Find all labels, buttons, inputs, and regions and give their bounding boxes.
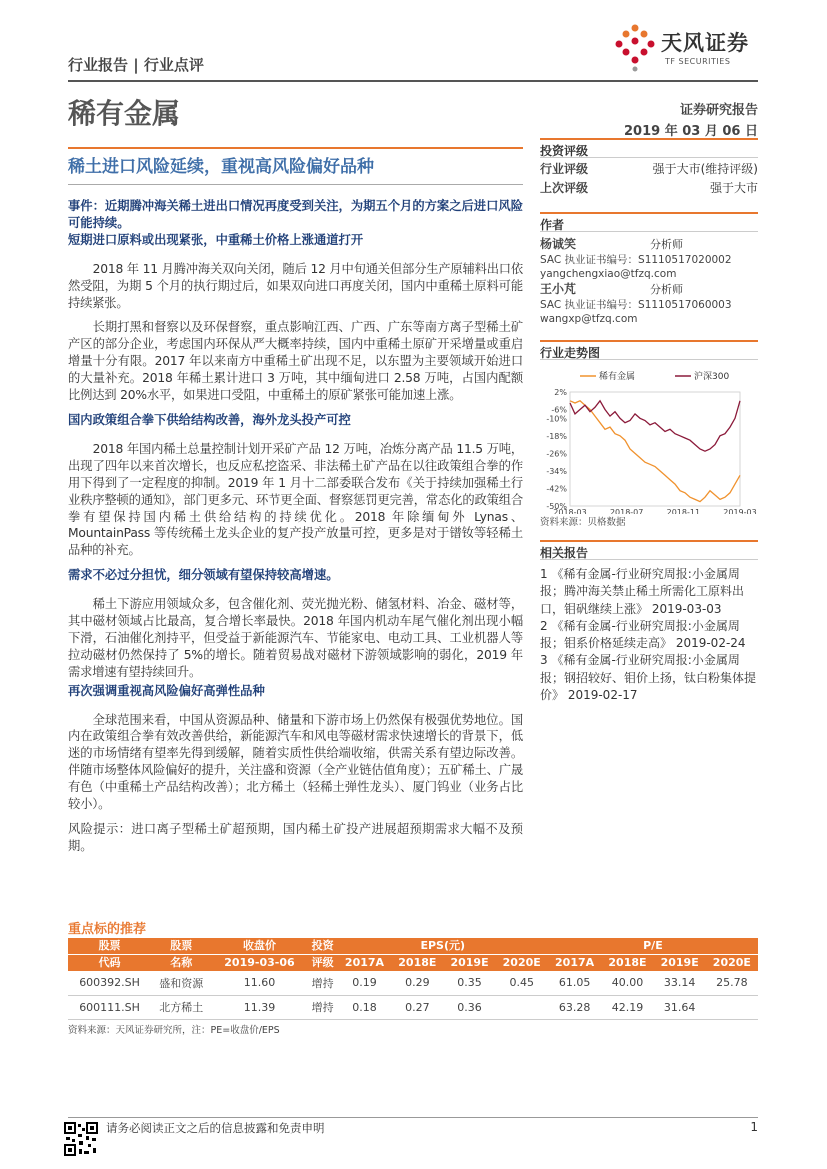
risk-text: 风险提示：进口离子型稀土矿超预期，国内稀土矿投产进展超预期需求大幅不及预期。: [68, 822, 523, 853]
cell: 11.60: [211, 971, 307, 995]
author-role: 分析师: [650, 283, 683, 296]
x-tick-label: 2019-03: [723, 508, 757, 514]
trend-chart: [540, 364, 758, 514]
cell: 0.19: [338, 971, 392, 995]
cell: 33.14: [654, 971, 706, 995]
author-role: 分析师: [650, 238, 683, 251]
table-row: [68, 971, 758, 995]
doc-type: 行业报告 | 行业点评: [68, 56, 204, 74]
subhead-1: 短期进口原料或出现紧张，中重稀土价格上涨通道打开: [68, 232, 364, 247]
cell: 31.64: [654, 995, 706, 1019]
trend-section: [540, 340, 758, 530]
col-year: 2019E: [443, 955, 495, 972]
y-tick-label: -26%: [546, 449, 567, 459]
footer-divider: [68, 1117, 758, 1118]
recommendation-table: [68, 938, 758, 1020]
subhead-3: 需求不必过分担忧，细分领域有望保持较高增速。: [68, 568, 339, 583]
paragraph-2: 长期打黑和督察以及环保督察，重点影响江西、广西、广东等南方离子型稀土矿产区的部分企业，考虑国内环保从严大概率持续，国内中重稀土原矿开采增量或重启增量十分有限。2017 年以来南方中重稀土矿出现不足，以东盟为主要领域开始进口的大量补充。2018 年稀土累计进口 3 万吨，其中缅甸进口 2.58 万吨，占国内配额比例达到 20%水平，如果进口受阻，中重稀土的原矿紧张可能加速上涨。: [68, 320, 523, 403]
cell: 北方稀土: [151, 995, 211, 1019]
col-year: 2018E: [601, 955, 653, 972]
logo-text-cn: 天风证券: [661, 31, 749, 55]
subhead-4: 再次强调重视高风险偏好高弹性品种: [68, 683, 265, 698]
x-tick-label: 2018-07: [609, 508, 644, 514]
cell: 0.35: [443, 971, 495, 995]
related-item[interactable]: 2 《稀有金属-行业研究周报:小金属周报；钼系价格延续走高》 2019-02-24: [540, 618, 746, 651]
table-title: 重点标的推荐: [68, 922, 147, 937]
col-header-eps: EPS(元): [338, 938, 548, 955]
cell: 25.78: [706, 971, 758, 995]
cell: 0.29: [391, 971, 443, 995]
paragraph-3: 2018 年国内稀土总量控制计划开采矿产品 12 万吨，冶炼分离产品 11.5 万吨，出现了四年以来首次增长，也反应私挖盗采、非法稀土矿产品在以往政策组合拳的作用下得到了一定程度的抑制。2019 年 1 月十二部委联合发布《关于持续加强稀土行业秩序整顿的通知》，部门更多元、环节更全面、督察惩罚更完善，常态化的政策组合拳有望保持国内稀土供给结构的持续优化。2018 年除缅甸外 Lynas、MountainPass 等传统稀土龙头企业的复产投产放量可控，更多是对于镨钕等轻稀土品种的补充。: [68, 441, 523, 558]
x-tick-label: 2018-11: [666, 508, 701, 514]
col-header: 名称: [151, 955, 211, 972]
y-tick-label: -34%: [546, 466, 567, 476]
col-header: 收盘价: [211, 938, 307, 955]
table-row: [68, 995, 758, 1019]
col-header-pe: P/E: [548, 938, 758, 955]
headline-top-rule: [68, 147, 523, 149]
col-header: 代码: [68, 955, 151, 972]
author-1: [540, 236, 758, 281]
col-year: 2020E: [706, 955, 758, 972]
page-number: 1: [750, 1120, 758, 1134]
cell: 61.05: [548, 971, 602, 995]
author-name: 王小芃: [540, 282, 577, 296]
headline-bottom-rule: [68, 184, 523, 185]
related-title: 相关报告: [540, 540, 758, 560]
y-tick-label: 2%: [554, 388, 567, 397]
related-list: [540, 560, 758, 704]
cell: 0.45: [496, 971, 548, 995]
trend-title: 行业走势图: [540, 340, 758, 360]
cell: [496, 995, 548, 1019]
cell: 0.18: [338, 995, 392, 1019]
series-line: [570, 401, 740, 502]
y-tick-label: -18%: [546, 431, 567, 441]
sector-title: 稀有金属: [68, 97, 181, 130]
author-2: [540, 281, 758, 326]
related-section: [540, 540, 758, 704]
authors-section: [540, 212, 758, 326]
cell: 增持: [308, 971, 338, 995]
prev-rating-label: 上次评级: [540, 181, 589, 195]
event-summary: 事件：近期腾冲海关稀土进出口情况再度受到关注，为期五个月的方案之后进口风险可能持续。: [68, 199, 523, 230]
header-divider: [68, 80, 758, 82]
rating-section: [540, 138, 758, 198]
paragraph-4: 稀土下游应用领域众多，包含催化剂、荧光抛光粉、储氢材料、冶金、磁材等，其中磁材领域占比最高，复合增长率最快。2018 年国内机动车尾气催化剂出现小幅下滑，石油催化剂持平，但受益于新能源汽车、节能家电、电动工具、工业机器人等拉动磁材仍然保持了 5%的增长。随着贸易战对磁材下游领域影响的弱化，2019 年需求增速有望持续回升。: [68, 597, 523, 679]
col-header: 2019-03-06: [211, 955, 307, 972]
y-tick-label: -6%: [551, 405, 567, 415]
rating-label: 行业评级: [540, 162, 589, 176]
col-header: 投资: [308, 938, 338, 955]
col-year: 2020E: [496, 955, 548, 972]
col-header: 评级: [308, 955, 338, 972]
headline: 稀土进口风险延续，重视高风险偏好品种: [68, 157, 374, 177]
y-tick-label: -50%: [546, 502, 567, 511]
main-body: [68, 198, 523, 863]
col-header: 股票: [68, 938, 151, 955]
table-note: 资料来源：天风证券研究所，注：PE=收盘价/EPS: [68, 1025, 280, 1036]
col-header: 股票: [151, 938, 211, 955]
cell: 增持: [308, 995, 338, 1019]
author-sac: SAC 执业证书编号：S1110517020002: [540, 254, 732, 266]
cell: 63.28: [548, 995, 602, 1019]
cell: 600111.SH: [68, 995, 151, 1019]
plot-frame: [570, 392, 740, 506]
logo-mark-icon: [613, 22, 657, 72]
cell: 40.00: [601, 971, 653, 995]
paragraph-1: 2018 年 11 月腾冲海关双向关闭，随后 12 月中旬通关但部分生产原辅料出口依然受阻，为期 5 个月的执行期过后，如果双向进口再度关闭，国内中重稀土原料可能持续紧张。: [68, 261, 523, 310]
cell: 42.19: [601, 995, 653, 1019]
rating-row: [540, 160, 758, 179]
chart-source: 资料来源：贝格数据: [540, 517, 626, 528]
prev-rating-value: 强于大市: [709, 181, 758, 195]
logo: [613, 22, 758, 74]
legend-label: 沪深300: [694, 372, 730, 382]
legend-label: 稀有金属: [599, 372, 636, 382]
risk-warning: [68, 821, 523, 855]
cell: [706, 995, 758, 1019]
subhead-2: 国内政策组合拳下供给结构改善，海外龙头投产可控: [68, 412, 351, 427]
rating-title: 投资评级: [540, 138, 758, 158]
report-date: 2019 年 03 月 06 日: [624, 124, 758, 139]
cell: 盛和资源: [151, 971, 211, 995]
prev-rating-row: [540, 179, 758, 198]
col-year: 2017A: [338, 955, 392, 972]
cell: 11.39: [211, 995, 307, 1019]
paragraph-5: 全球范围来看，中国从资源品种、储量和下游市场上仍然保有极强优势地位。国内在政策组合拳有效改善供给，新能源汽车和风电等磁材需求快速增长的背景下，低迷的市场情绪有望率先得到缓解，随着实质性供给端收缩，供需关系有望边际改善。伴随市场整体风险偏好的提升，关注盛和资源（全产业链估值角度）；五矿稀土、广晟有色（中重稀土产品结构改善）；北方稀土（轻稀土弹性龙头）、厦门钨业（业务占比较小）。: [68, 712, 523, 812]
rating-value: 强于大市(维持评级): [652, 162, 758, 176]
x-tick-label: 2018-03: [553, 508, 587, 514]
footer-disclaimer: 请务必阅读正文之后的信息披露和免责申明: [106, 1121, 325, 1135]
col-year: 2018E: [391, 955, 443, 972]
author-email[interactable]: yangchengxiao@tfzq.com: [540, 268, 677, 280]
authors-title: 作者: [540, 212, 758, 232]
y-tick-label: -42%: [546, 484, 567, 494]
col-year: 2019E: [654, 955, 706, 972]
y-tick-label: -10%: [546, 414, 567, 424]
author-name: 杨诚笑: [540, 237, 577, 251]
cell: 600392.SH: [68, 971, 151, 995]
author-email[interactable]: wangxp@tfzq.com: [540, 313, 638, 325]
related-item[interactable]: 1 《稀有金属-行业研究周报:小金属周报；腾冲海关禁止稀土所需化工原料出口，钼矾继续上涨》 2019-03-03: [540, 567, 745, 616]
report-label: 证券研究报告: [679, 103, 758, 118]
cell: 0.36: [443, 995, 495, 1019]
qr-code-icon: [64, 1122, 98, 1156]
logo-text-en: TF SECURITIES: [665, 57, 731, 66]
series-line: [570, 401, 740, 451]
author-sac: SAC 执业证书编号：S1110517060003: [540, 299, 732, 311]
cell: 0.27: [391, 995, 443, 1019]
col-year: 2017A: [548, 955, 602, 972]
related-item[interactable]: 3 《稀有金属-行业研究周报:小金属周报；钢招较好、钼价上扬，钛白粉集体提价》 2019-02-17: [540, 653, 757, 703]
